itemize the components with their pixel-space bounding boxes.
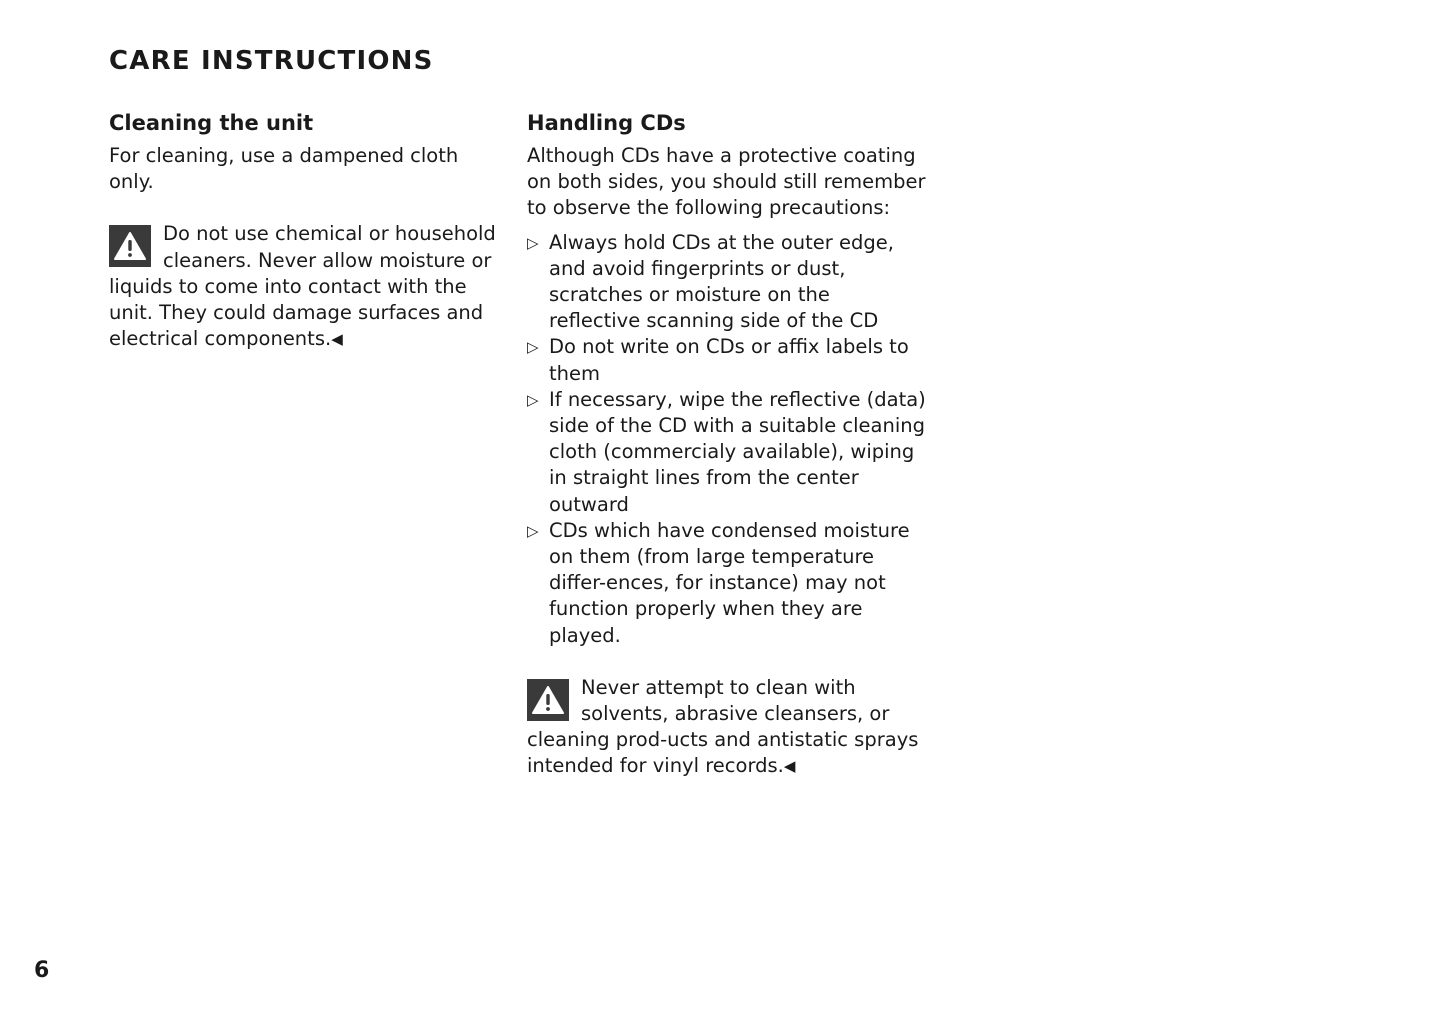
cleaning-warning: [109, 221, 509, 352]
bullet-triangle-icon: ▷: [527, 390, 539, 409]
warning-triangle-icon: [109, 225, 151, 267]
end-mark-icon: ◀: [783, 757, 796, 776]
page-number: 6: [34, 958, 50, 983]
cleaning-section: [109, 108, 509, 352]
warning-text: Never attempt to clean with solvents, abrasive cleansers, or cleaning prod-ucts and antistatic sprays intended for vinyl records.: [527, 675, 919, 778]
warning-text: Do not use chemical or household cleaners. Never allow moisture or liquids to come into contact with the unit. They could damage surfaces and electrical components.: [109, 222, 496, 351]
cleaning-intro: For cleaning, use a dampened cloth only.: [109, 144, 459, 194]
handling-warning: [527, 675, 927, 780]
list-item: [527, 387, 927, 518]
list-item: [527, 230, 927, 335]
list-item: [527, 334, 927, 386]
handling-cds-section: [527, 108, 927, 780]
handling-intro: Although CDs have a protective coating on both sides, you should still remember to observe the following precautions:: [527, 144, 926, 220]
precautions-list: [527, 230, 927, 649]
list-item-text: If necessary, wipe the reflective (data) side of the CD with a suitable cleaning cloth (commercialy available), wiping in straight lines from the center outward: [549, 387, 926, 516]
list-item-text: Do not write on CDs or affix labels to them: [549, 335, 909, 385]
bullet-triangle-icon: ▷: [527, 233, 539, 252]
page-title: CARE INSTRUCTIONS: [109, 46, 434, 76]
list-item-text: CDs which have condensed moisture on them (from large temperature differ-ences, for instance) may not function properly when they are played.: [549, 518, 910, 647]
end-mark-icon: ◀: [331, 330, 343, 349]
bullet-triangle-icon: ▷: [527, 521, 539, 540]
list-item-text: Always hold CDs at the outer edge, and avoid fingerprints or dust, scratches or moisture on the reflective scanning side of the CD: [549, 230, 894, 333]
section-heading-cleaning: Cleaning the unit: [109, 111, 314, 135]
bullet-triangle-icon: ▷: [527, 338, 539, 357]
warning-triangle-icon: [527, 679, 569, 721]
section-heading-handling-cds: Handling CDs: [527, 111, 686, 135]
list-item: [527, 518, 927, 649]
